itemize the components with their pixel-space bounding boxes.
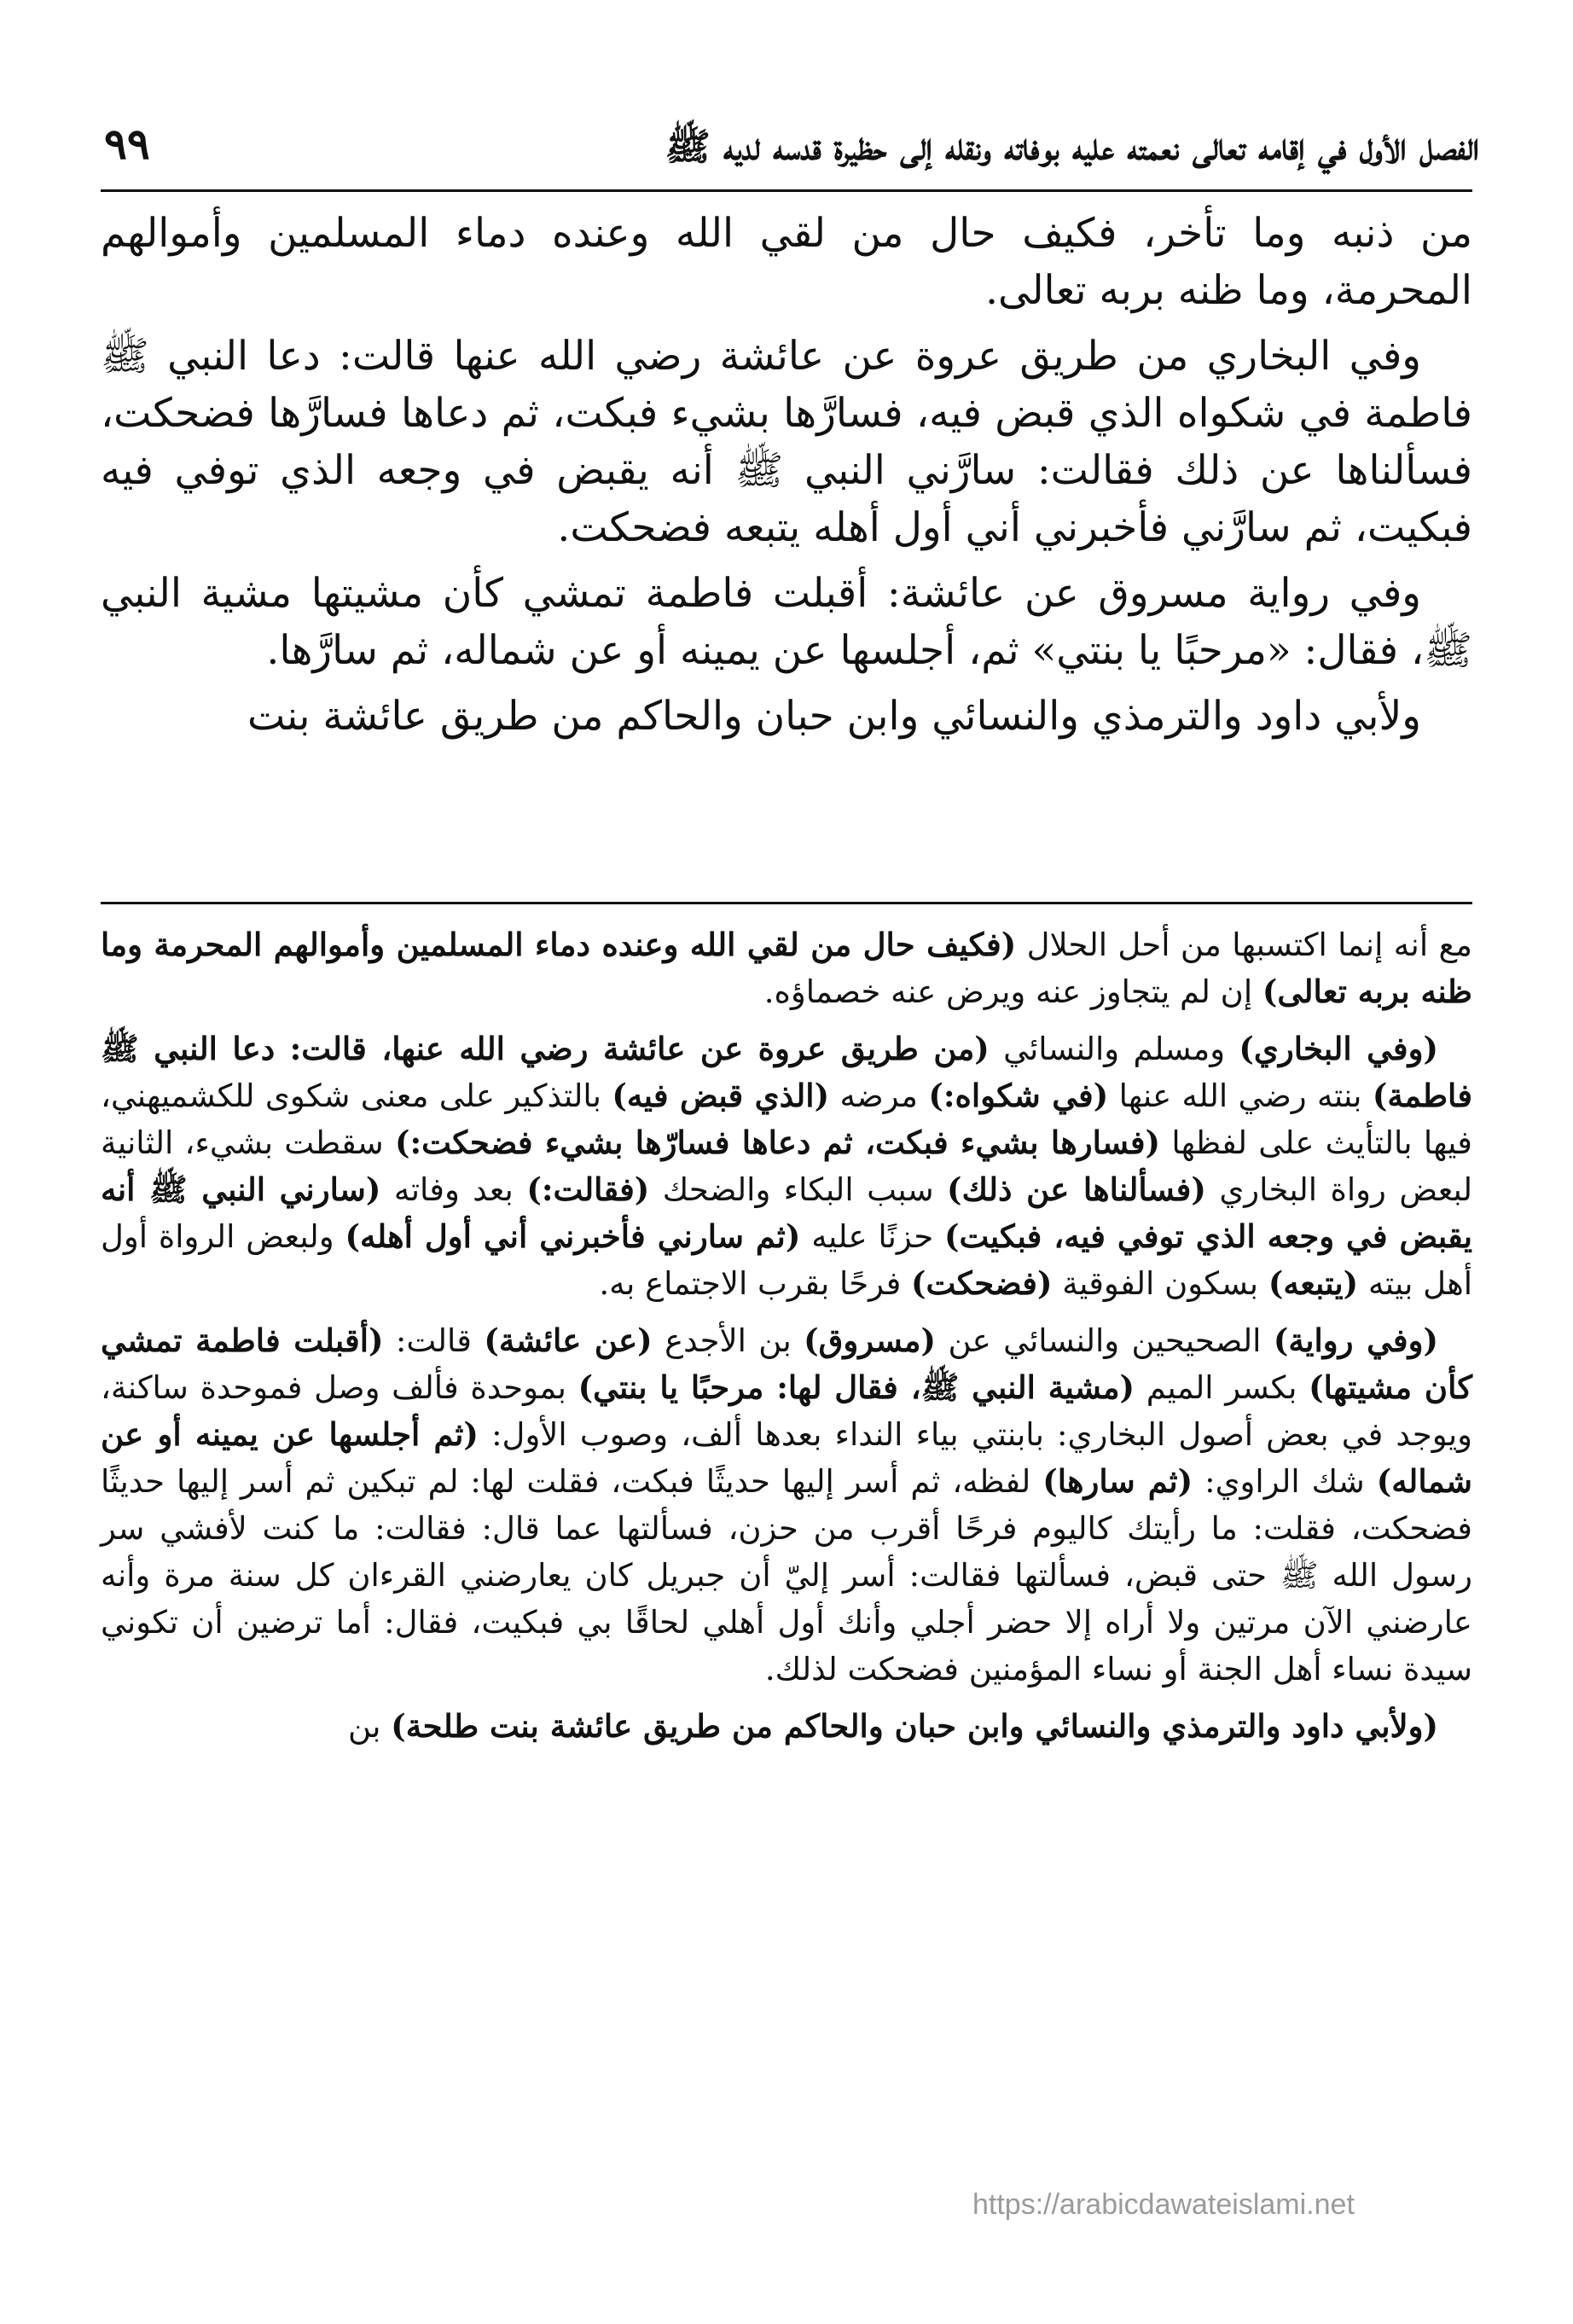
commentary-text-segment: بن bbox=[348, 1708, 392, 1745]
commentary-paragraph bbox=[101, 1317, 1472, 1693]
commentary-text-segment: بعد وفاته bbox=[380, 1171, 527, 1208]
commentary-quoted-segment: (فسارها بشيء فبكت، ثم دعاها فسارّها بشيء فضحكت:) bbox=[394, 1124, 1161, 1161]
commentary-text-segment: سبب البكاء والضحك bbox=[649, 1171, 948, 1208]
page-number: ٩٩ bbox=[104, 119, 150, 169]
commentary-paragraph bbox=[101, 1703, 1472, 1750]
commentary-quoted-segment: (أقبلت فاطمة تمشي كأن مشيتها) bbox=[101, 1322, 1472, 1406]
commentary-text-segment: بسكون الفوقية bbox=[1052, 1265, 1268, 1302]
commentary-quoted-segment: (فكيف حال من لقي الله وعنده دماء المسلمين وأموالهم المحرمة وما ظنه بربه تعالى) bbox=[101, 926, 1472, 1010]
commentary-quoted-segment: (ولأبي داود والترمذي والنسائي وابن حبان والحاكم من طريق عائشة بنت طلحة) bbox=[391, 1707, 1438, 1745]
main-text bbox=[101, 205, 1472, 753]
commentary-text-segment: سقطت بشيء، الثانية لبعض رواة البخاري bbox=[101, 1124, 1472, 1208]
page-header bbox=[94, 107, 1479, 188]
commentary-text-segment: بالتذكير على معنى شكوى للكشميهني، فيها بالتأيث على لفظها bbox=[101, 1078, 1472, 1161]
main-paragraph: ولأبي داود والترمذي والنسائي وابن حبان والحاكم من طريق عائشة بنت bbox=[247, 693, 1421, 740]
commentary-quoted-segment: (في شكواه:) bbox=[928, 1077, 1109, 1114]
commentary-text-segment: قالت: bbox=[383, 1322, 485, 1359]
commentary-quoted-segment: (وفي رواية) bbox=[1273, 1322, 1438, 1359]
commentary-text-segment: بموحدة فألف وصل فموحدة ساكنة، ويوجد في بعض أصول البخاري: بابنتي بياء النداء بعدها ألف، وصوب الأول: bbox=[101, 1369, 1473, 1453]
commentary-text-segment: بن الأجدع bbox=[652, 1322, 804, 1359]
commentary-quoted-segment: (يتبعه) bbox=[1268, 1264, 1359, 1302]
commentary-text-segment: إن لم يتجاوز عنه ويرض عنه خصماؤه. bbox=[763, 973, 1262, 1010]
commentary-text bbox=[101, 921, 1472, 1760]
main-paragraph: من ذنبه وما تأخر، فكيف حال من لقي الله وعنده دماء المسلمين وأموالهم المحرمة، وما ظنه بربه تعالى. bbox=[101, 210, 1472, 314]
commentary-text-segment: فرحًا بقرب الاجتماع به. bbox=[599, 1265, 912, 1302]
commentary-quoted-segment: (مشية النبي ﷺ، فقال لها: مرحبًا يا بنتي) bbox=[578, 1368, 1135, 1406]
commentary-text-segment: بكسر الميم bbox=[1135, 1369, 1309, 1406]
commentary-text-segment: ومسلم والنسائي bbox=[989, 1031, 1239, 1067]
commentary-text-segment: بنته رضي الله عنها bbox=[1108, 1078, 1373, 1114]
commentary-quoted-segment: (عن عائشة) bbox=[484, 1322, 653, 1359]
running-title: الفصل الأول في إقامه تعالى نعمته عليه بوفاته ونقله إلى حظيرة قدسه لديه ﷺ bbox=[665, 125, 1479, 169]
commentary-quoted-segment: (مسروق) bbox=[804, 1322, 937, 1359]
commentary-text-segment: مرضه bbox=[829, 1078, 929, 1114]
commentary-quoted-segment: (سارني النبي ﷺ أنه يقبض في وجعه الذي توفي فيه، فبكيت) bbox=[101, 1171, 1472, 1255]
header-rule bbox=[101, 189, 1472, 192]
commentary-text-segment: لفظه، ثم أسر إليها حديثًا فبكت، فقلت لها: لم تبكين ثم أسر إليها حديثًا فضحكت، فقلت: ما رأيتك كاليوم فرحًا أقرب من حزن، فسألتها عما قال: فقالت: ما كنت لأفشي سر رسول الله ﷺ حتى قبض، فسألتها فقالت: أسر إليّ أن جبريل كان يعارضني القرءان كل سنة مرة وأنه عارضني الآن مرتين ولا أراه إلا حضر أجلي وأنك أول أهلي لحاقًا بي فبكيت، فقال: أما ترضين أن تكوني سيدة نساء أهل الجنة أو نساء المؤمنين فضحكت لذلك. bbox=[101, 1463, 1472, 1688]
commentary-paragraph bbox=[101, 1025, 1472, 1307]
commentary-quoted-segment: (فسألناها عن ذلك) bbox=[947, 1171, 1206, 1208]
watermark-url: https://arabicdawateislami.net bbox=[972, 2188, 1355, 2221]
commentary-quoted-segment: (الذي قبض فيه) bbox=[612, 1077, 830, 1114]
commentary-text-segment: الصحيحين والنسائي عن bbox=[936, 1322, 1274, 1359]
commentary-quoted-segment: (فضحكت) bbox=[911, 1264, 1053, 1302]
commentary-quoted-segment: (فقالت:) bbox=[526, 1171, 650, 1208]
commentary-quoted-segment: (ثم سارها) bbox=[1042, 1462, 1193, 1500]
commentary-quoted-segment: (ثم سارني فأخبرني أني أول أهله) bbox=[345, 1217, 801, 1255]
commentary-quoted-segment: (وفي البخاري) bbox=[1239, 1030, 1438, 1067]
commentary-text-segment: ولبعض الرواة أول أهل بيته bbox=[101, 1218, 1472, 1302]
commentary-quoted-segment: (من طريق عروة عن عائشة رضي الله عنها، قالت: دعا النبي ﷺ فاطمة) bbox=[101, 1030, 1473, 1114]
footnote-separator-rule bbox=[101, 902, 1472, 904]
commentary-text-segment: شك الراوي: bbox=[1193, 1463, 1377, 1500]
commentary-quoted-segment: (ثم أجلسها عن يمينه أو عن شماله) bbox=[101, 1415, 1472, 1500]
commentary-paragraph bbox=[101, 921, 1472, 1015]
commentary-text-segment: مع أنه إنما اكتسبها من أحل الحلال bbox=[1016, 927, 1472, 963]
main-paragraph: وفي البخاري من طريق عروة عن عائشة رضي الله عنها قالت: دعا النبي ﷺ فاطمة في شكواه الذي قبض فيه، فسارَّها بشيء فبكت، ثم دعاها فسارَّها فضحكت، فسألناها عن ذلك فقالت: سارَّني النبي ﷺ أنه يقبض في وجعه الذي توفي فيه فبكيت، ثم سارَّني فأخبرني أني أول أهله يتبعه فضحكت. bbox=[101, 333, 1472, 551]
main-paragraph: وفي رواية مسروق عن عائشة: أقبلت فاطمة تمشي كأن مشيتها مشية النبي ﷺ، فقال: «مرحبًا يا بنتي» ثم، أجلسها عن يمينه أو عن شماله، ثم سارَّها. bbox=[101, 570, 1472, 674]
commentary-text-segment: حزنًا عليه bbox=[800, 1218, 945, 1255]
